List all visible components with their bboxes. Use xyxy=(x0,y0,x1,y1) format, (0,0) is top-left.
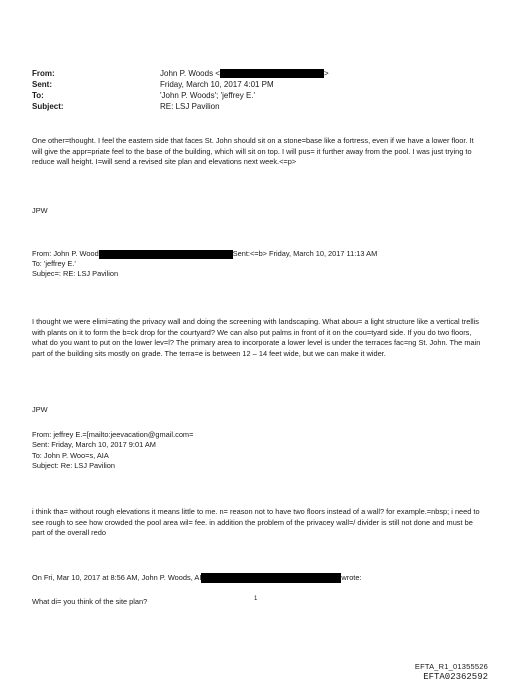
from-label: From: xyxy=(32,69,55,78)
signature-2: JPW xyxy=(32,405,48,414)
quoted-header-sent-2: Sent: Friday, March 10, 2017 9:01 AM xyxy=(32,440,156,449)
redaction-box xyxy=(220,69,324,78)
footer-id-1: EFTA_R1_01355526 xyxy=(414,662,488,671)
sent-value: Friday, March 10, 2017 4:01 PM xyxy=(160,80,274,89)
body-paragraph-4: What di= you think of the site plan? xyxy=(32,597,148,606)
from-value: John P. Woods < > xyxy=(160,69,329,78)
signature-1: JPW xyxy=(32,206,48,215)
footer-id-2: EFTA02362592 xyxy=(423,672,488,682)
body-paragraph-3: i think tha= without rough elevations it means little to me. n= reason not to have two floors instead of a wall? for example.=nbsp; i need to see rough to see how crowded the pool area wil= fee. in addition the problem of the privacey wall=/ divider is still not done and must be part of the overall redo xyxy=(32,507,480,538)
subject-label: Subject: xyxy=(32,102,64,111)
redaction-box xyxy=(201,573,341,583)
subject-value: RE: LSJ Pavilion xyxy=(160,102,220,111)
to-value: 'John P. Woods'; 'jeffrey E.' xyxy=(160,91,256,100)
quoted-header-to-1: To: 'jeffrey E.' xyxy=(32,259,76,268)
quoted-header-to-2: To: John P. Woo=s, AIA xyxy=(32,451,109,460)
quoted-header-subject-1: Subjec=: RE: LSJ Pavilion xyxy=(32,269,119,278)
body-paragraph-1: One other=thought. I feel the eastern side that faces St. John should sit on a stone=base like a fortress, even if we have a lower floor. It will give the appr=priate feel to the base of the building, which will sit on top. I will pus= it further away from the pool. I was just trying to reduce wall height. I=will send a revised site plan and elevations next week.<=p> xyxy=(32,136,474,167)
to-label: To: xyxy=(32,91,44,100)
page-number: 1 xyxy=(254,596,258,602)
body-paragraph-2: I thought we were elimi=ating the privacy wall and doing the screening with landscaping. What abou= a light structure like a vertical trellis with plants on it to form the b=ck drop for the courtyard? We can also put palms in front of it on the cou=tyard side. If you do two floors, what do you want to put on the lower lev=l? The primary area to incorporate a lower level is under the terraces fac=ng St. John. The main part of the building sits mostly on grade. The terra=e is between 12 – 14 feet wide, but we can make it wider. xyxy=(32,317,481,358)
sent-label: Sent: xyxy=(32,80,52,89)
quoted-header-3: On Fri, Mar 10, 2017 at 8:56 AM, John P. Woods, AI wrote: xyxy=(32,573,362,582)
quoted-header-subject-2: Subject: Re: LSJ Pavilion xyxy=(32,461,115,470)
quoted-header-from-1: From: John P. Wood Sent:<=b> Friday, March 10, 2017 11:13 AM xyxy=(32,249,378,258)
redaction-box xyxy=(99,250,233,259)
quoted-header-from-2: From: jeffrey E.=[mailto:jeevacation@gmail.com= xyxy=(32,430,194,439)
